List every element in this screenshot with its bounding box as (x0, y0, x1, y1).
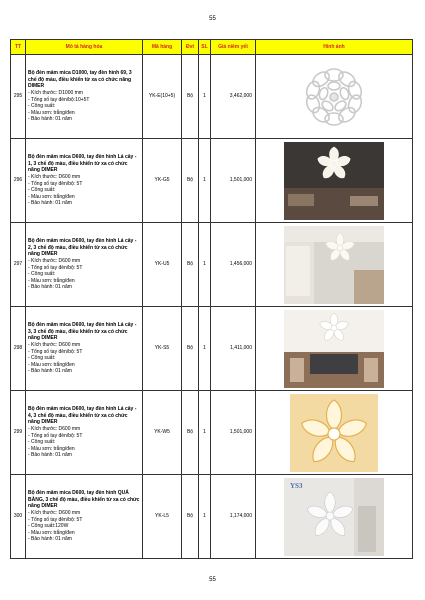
spec-line: - Công suất: (28, 103, 56, 110)
spec-line: - Bảo hành: 01 năm (28, 536, 72, 543)
product-unit: Bộ (182, 475, 199, 559)
product-image-cell (256, 223, 413, 307)
table-row (11, 475, 413, 559)
product-code: YK-S5 (143, 307, 182, 391)
header-tt: TT (11, 40, 26, 55)
table-row (11, 55, 413, 139)
spec-line: - Kích thước: D600 mm (28, 425, 81, 432)
header-qty: SL (199, 40, 211, 55)
table-row (11, 391, 413, 475)
product-code: YK-U5 (143, 223, 182, 307)
table-row (11, 139, 413, 223)
product-description (26, 307, 143, 391)
product-photo (284, 478, 384, 556)
product-qty: 1 (199, 223, 211, 307)
spec-line: - Kích thước: D600 mm (28, 509, 81, 516)
product-image-cell (256, 139, 413, 223)
product-image-cell (256, 391, 413, 475)
product-description (26, 139, 143, 223)
product-price: 1,501,000 (211, 139, 256, 223)
product-qty: 1 (199, 307, 211, 391)
product-name: Bộ đèn mâm mica D600, tay đèn hình Lá cây - 3, 3 chế độ màu, điều khiển từ xa có chức năng DIMER (28, 322, 137, 342)
product-name: Bộ đèn mâm mica D600, tay đèn hình Lá cây - 1, 3 chế độ màu, điều khiển từ xa có chức năng DIMER (28, 154, 137, 174)
product-code: YK-E(10+5) (143, 55, 182, 139)
spec-line: - Bảo hành: 01 năm (28, 284, 72, 291)
product-name: Bộ đèn mâm mica D600, tay đèn hình QUẢ BÀNG, 3 chế độ màu, điều khiển từ xa có chức năng DIMER (28, 490, 140, 510)
header-image: Hình ảnh (256, 40, 413, 55)
product-photo (295, 58, 373, 136)
product-unit: Bộ (182, 307, 199, 391)
image-label: YS3 (290, 481, 303, 490)
spec-line: - Bảo hành: 01 năm (28, 368, 72, 375)
spec-line: - Công suất: (28, 439, 56, 446)
product-photo (284, 226, 384, 304)
page-number-top: 55 (209, 16, 216, 22)
spec-line: - Kích thước: D1000 mm (28, 89, 83, 96)
spec-line: - Tổng số tay đèn/bộ: 5T (28, 432, 83, 439)
header-code: Mã hàng (143, 40, 182, 55)
spec-line: - Tổng số tay đèn/bộ: 5T (28, 516, 83, 523)
product-unit: Bộ (182, 139, 199, 223)
product-qty: 1 (199, 139, 211, 223)
product-price: 3,462,000 (211, 55, 256, 139)
product-image-cell (256, 307, 413, 391)
header-unit: Đvt (182, 40, 199, 55)
row-number: 295 (11, 55, 26, 139)
table-row (11, 223, 413, 307)
product-qty: 1 (199, 391, 211, 475)
table-row (11, 307, 413, 391)
header-price: Giá niêm yết (211, 40, 256, 55)
product-name: Bộ đèn mâm mica D1000, tay đèn hình 69, 3 chế độ màu, điều khiển từ xa có chức năng DIMER (28, 70, 132, 90)
header-description: Mô tả hàng hóa (26, 40, 143, 55)
spec-line: - Màu sơn: trắng/đen (28, 445, 75, 452)
product-price: 1,411,000 (211, 307, 256, 391)
spec-line: - Kích thước: D600 mm (28, 173, 81, 180)
row-number: 299 (11, 391, 26, 475)
product-name: Bộ đèn mâm mica D600, tay đèn hình Lá cây - 2, 3 chế độ màu, điều khiển từ xa có chức năng DIMER (28, 238, 137, 258)
product-photo (290, 394, 378, 472)
product-price: 1,456,000 (211, 223, 256, 307)
product-photo (284, 142, 384, 220)
product-qty: 1 (199, 475, 211, 559)
product-description (26, 223, 143, 307)
spec-line: - Tổng số tay đèn/bộ: 5T (28, 180, 83, 187)
spec-line: - Bảo hành: 01 năm (28, 200, 72, 207)
product-price: 1,501,000 (211, 391, 256, 475)
product-qty: 1 (199, 55, 211, 139)
spec-line: - Công suất: (28, 187, 56, 194)
spec-line: - Công suất:120W (28, 523, 69, 530)
product-code: YK-L5 (143, 475, 182, 559)
spec-line: - Màu sơn: trắng/đen (28, 361, 75, 368)
product-photo (284, 310, 384, 388)
product-description (26, 475, 143, 559)
spec-line: - Kích thước: D600 mm (28, 341, 81, 348)
spec-line: - Bảo hành: 01 năm (28, 452, 72, 459)
product-price: 1,174,000 (211, 475, 256, 559)
product-description (26, 55, 143, 139)
spec-line: - Màu sơn: trắng/đen (28, 109, 75, 116)
row-number: 300 (11, 475, 26, 559)
product-code: YK-W5 (143, 391, 182, 475)
spec-line: - Bảo hành: 01 năm (28, 116, 72, 123)
spec-line: - Màu sơn: trắng/đen (28, 193, 75, 200)
product-code: YK-G5 (143, 139, 182, 223)
spec-line: - Màu sơn: trắng/đen (28, 529, 75, 536)
page-number-bottom: 55 (209, 577, 216, 583)
spec-line: - Tổng số tay đèn/bộ:10+5T (28, 96, 90, 103)
row-number: 296 (11, 139, 26, 223)
product-unit: Bộ (182, 223, 199, 307)
row-number: 297 (11, 223, 26, 307)
spec-line: - Kích thước: D600 mm (28, 257, 81, 264)
product-unit: Bộ (182, 391, 199, 475)
product-image-cell (256, 475, 413, 559)
spec-line: - Tổng số tay đèn/bộ: 5T (28, 348, 83, 355)
spec-line: - Công suất: (28, 271, 56, 278)
product-unit: Bộ (182, 55, 199, 139)
product-name: Bộ đèn mâm mica D600, tay đèn hình Lá cây - 4, 3 chế độ màu, điều khiển từ xa có chức năng DIMER (28, 406, 137, 426)
product-image-cell (256, 55, 413, 139)
table-header-row (11, 40, 413, 55)
spec-line: - Công suất: (28, 355, 56, 362)
spec-line: - Tổng số tay đèn/bộ: 5T (28, 264, 83, 271)
spec-line: - Màu sơn: trắng/đen (28, 277, 75, 284)
row-number: 298 (11, 307, 26, 391)
product-description (26, 391, 143, 475)
product-table (10, 39, 413, 559)
